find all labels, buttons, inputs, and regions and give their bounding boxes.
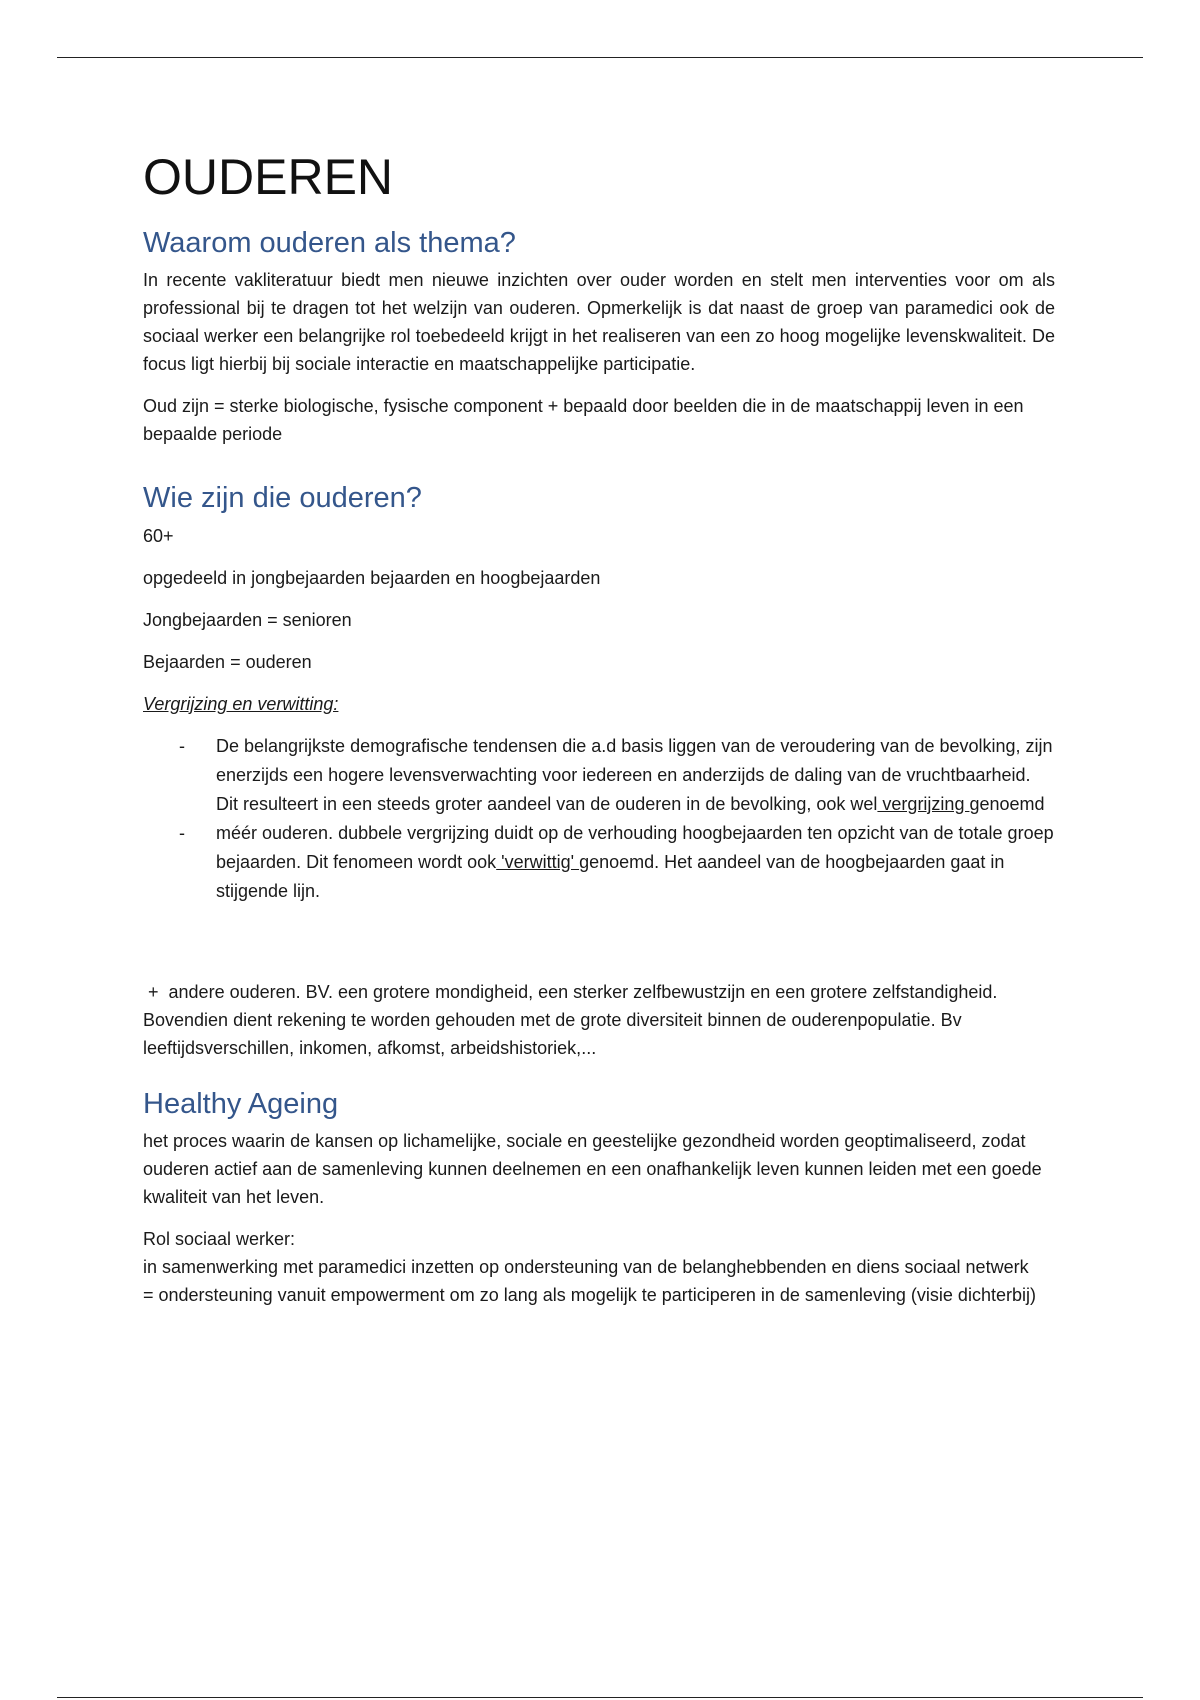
closing-paragraph: + andere ouderen. BV. een grotere mondigheid, een sterker zelfbewustzijn en een grotere zelfstandigheid. Bovendien dient rekening te worden gehouden met de grote diversiteit binnen de ouderenpopulatie. Bv leeftijdsverschillen, inkomen, afkomst, arbeidshistoriek,... — [143, 981, 1003, 1058]
bullet-marker: - — [179, 822, 185, 843]
section-healthy-ageing — [143, 1088, 1055, 1309]
definition-paragraph: het proces waarin de kansen op lichamelijke, sociale en geestelijke gezondheid worden geoptimaliseerd, zodat ouderen actief aan de samenleving kunnen deelnemen en een onafhankelijk leven kunnen leiden met een goede kwaliteit van het leven. — [143, 1131, 1042, 1208]
term-vergrijzing: vergrijzing — [877, 793, 970, 814]
role-line: = ondersteuning vanuit empowerment om zo lang als mogelijk te participeren in de samenleving (visie dichterbij) — [143, 1285, 1036, 1306]
bullet-list — [143, 732, 1055, 906]
section-heading: Healthy Ageing — [143, 1087, 339, 1120]
division-line: opgedeeld in jongbejaarden bejaarden en hoogbejaarden — [143, 567, 601, 588]
role-line: in samenwerking met paramedici inzetten op ondersteuning van de belanghebbenden en diens sociaal netwerk — [143, 1257, 1029, 1278]
subheading: Vergrijzing en verwitting: — [143, 693, 339, 714]
list-item — [143, 732, 1055, 819]
term-verwittig: 'verwittig' — [496, 851, 580, 872]
spacer — [143, 926, 1055, 978]
jongbejaarden-line: Jongbejaarden = senioren — [143, 609, 352, 630]
age-line: 60+ — [143, 525, 174, 546]
role-block — [143, 1225, 1055, 1309]
role-label: Rol sociaal werker: — [143, 1229, 296, 1250]
section-heading: Wie zijn die ouderen? — [143, 482, 422, 515]
section-wie — [143, 482, 1055, 1061]
definition-paragraph: Oud zijn = sterke biologische, fysische component + bepaald door beelden die in de maatschappij leven in een bepaalde periode — [143, 396, 1024, 445]
page-title: OUDEREN — [143, 149, 394, 205]
footer-rule — [57, 1697, 1143, 1698]
bejaarden-line: Bejaarden = ouderen — [143, 651, 312, 672]
bullet-text-end: genoemd — [969, 793, 1045, 814]
list-item — [143, 819, 1055, 906]
bullet-marker: - — [179, 735, 185, 756]
bullet-text: De belangrijkste demografische tendensen die a.d basis liggen van de veroudering van de bevolking, zijn enerzijds een hogere levensverwachting voor iedereen en anderzijds de daling van de vruchtbaarheid. Dit resulteert in een steeds groter aandeel van de ouderen in de bevolking, ook wel — [216, 735, 1053, 814]
section-waarom — [143, 227, 1055, 448]
bullet-text-end: genoemd. Het aandeel van de hoogbejaarden gaat in stijgende lijn. — [216, 851, 1005, 901]
intro-paragraph: In recente vakliteratuur biedt men nieuwe inzichten over ouder worden en stelt men interventies voor om als professional bij te dragen tot het welzijn van ouderen. Opmerkelijk is dat naast de groep van paramedici ook de sociaal werker een belangrijke rol toebedeeld krijgt in het realiseren van een zo hoog mogelijke levenskwaliteit. De focus ligt hierbij bij sociale interactie en maatschappelijke participatie. — [143, 270, 1055, 375]
bullet-text: méér ouderen. dubbele vergrijzing duidt op de verhouding hoogbejaarden ten opzicht van de totale groep bejaarden. Dit fenomeen wordt ook — [216, 822, 1054, 872]
document-body — [143, 150, 1055, 1309]
section-heading: Waarom ouderen als thema? — [143, 227, 516, 259]
header-rule — [57, 57, 1143, 58]
